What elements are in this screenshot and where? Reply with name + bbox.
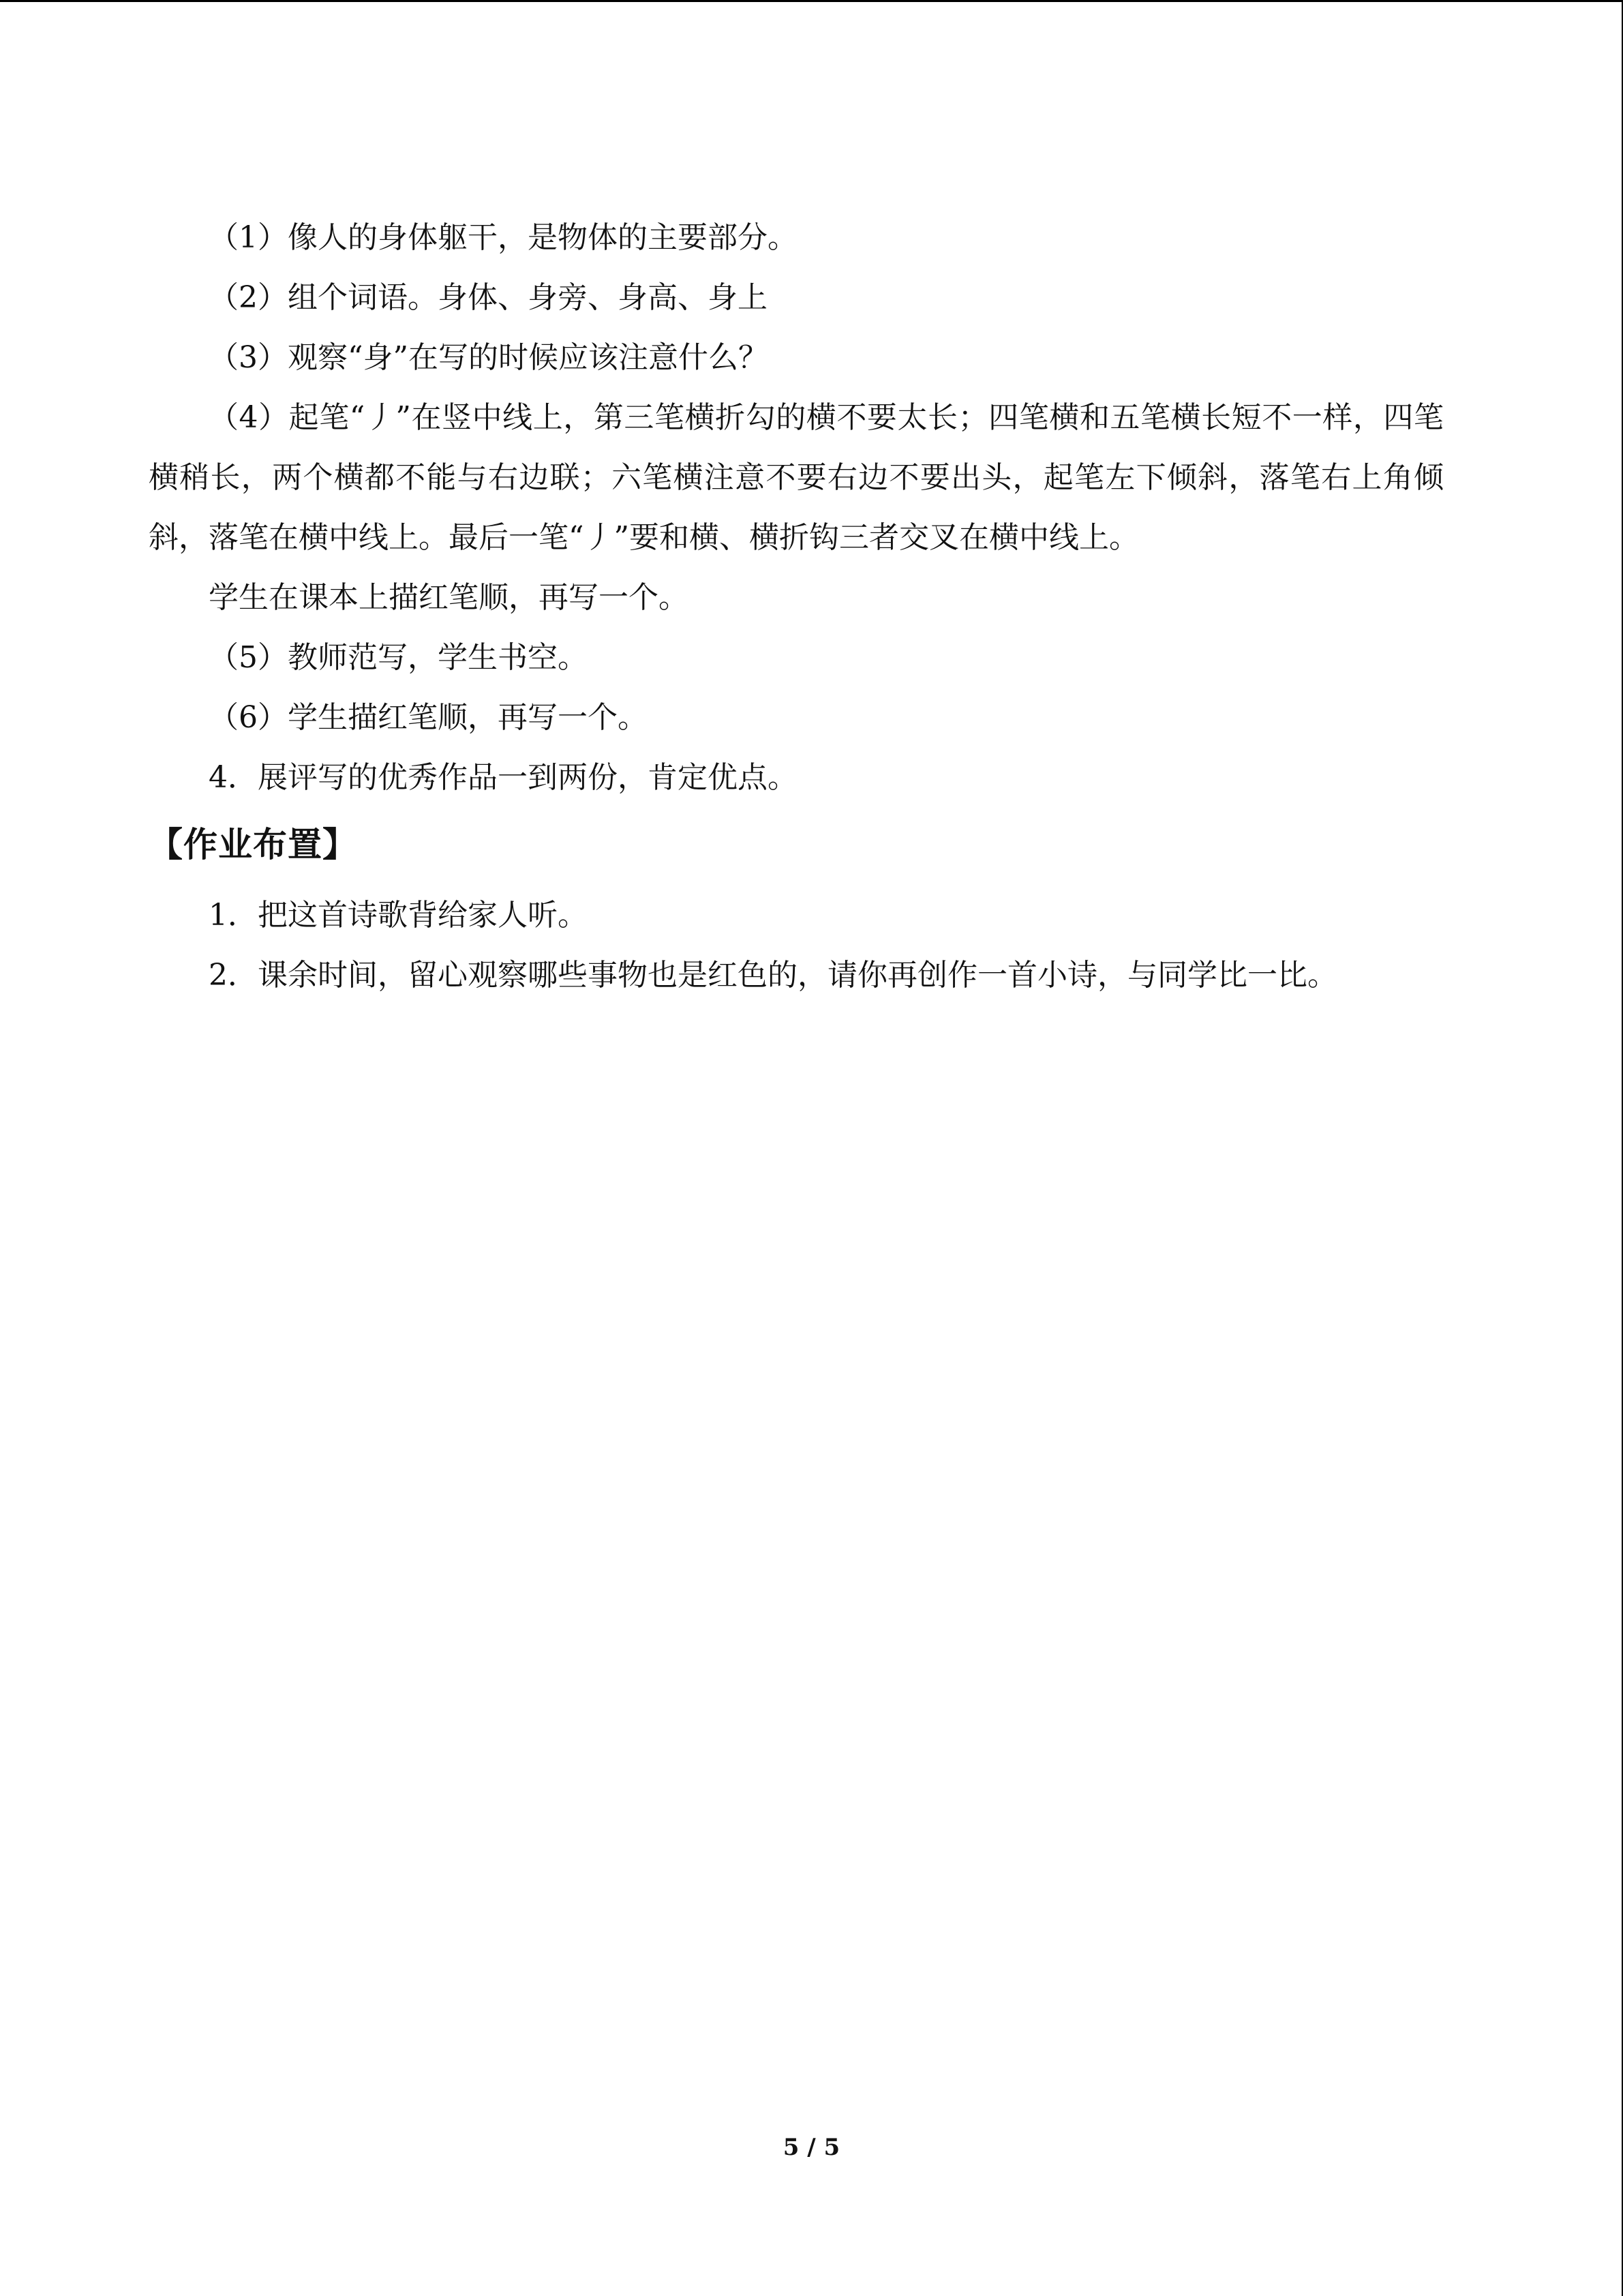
paragraph-teacher-demo: （5）教师范写，学生书空。 — [209, 640, 588, 675]
homework-section — [149, 811, 1444, 1006]
section-heading: 【作业布置】 — [149, 825, 357, 864]
document-body — [149, 208, 1444, 1006]
paragraph-showcase: 4．展评写的优秀作品一到两份，肯定优点。 — [209, 760, 798, 795]
homework-item: 2．课余时间，留心观察哪些事物也是红色的，请你再创作一首小诗，与同学比一比。 — [209, 958, 1337, 993]
paragraph-meaning: （1）像人的身体躯干，是物体的主要部分。 — [209, 220, 798, 255]
homework-item: 1．把这首诗歌背给家人听。 — [209, 898, 588, 933]
paragraph-observe: （3）观察“身”在写的时候应该注意什么？ — [209, 340, 768, 375]
paragraph-trace: 学生在课本上描红笔顺，再写一个。 — [209, 580, 688, 615]
paragraph-word-groups: （2）组个词语。身体、身旁、身高、身上 — [209, 280, 768, 315]
page-number: 5 / 5 — [783, 2134, 840, 2161]
paragraph-student-trace: （6）学生描红笔顺，再写一个。 — [209, 700, 648, 735]
paragraph-stroke-guide: （4）起笔“丿”在竖中线上，第三笔横折勾的横不要太长；四笔横和五笔横长短不一样，四笔横稍长，两个横都不能与右边联；六笔横注意不要右边不要出头，起笔左下倾斜，落笔右上角倾斜，落笔在横中线上。最后一笔“丿”要和横、横折钩三者交叉在横中线上。 — [149, 400, 1444, 555]
